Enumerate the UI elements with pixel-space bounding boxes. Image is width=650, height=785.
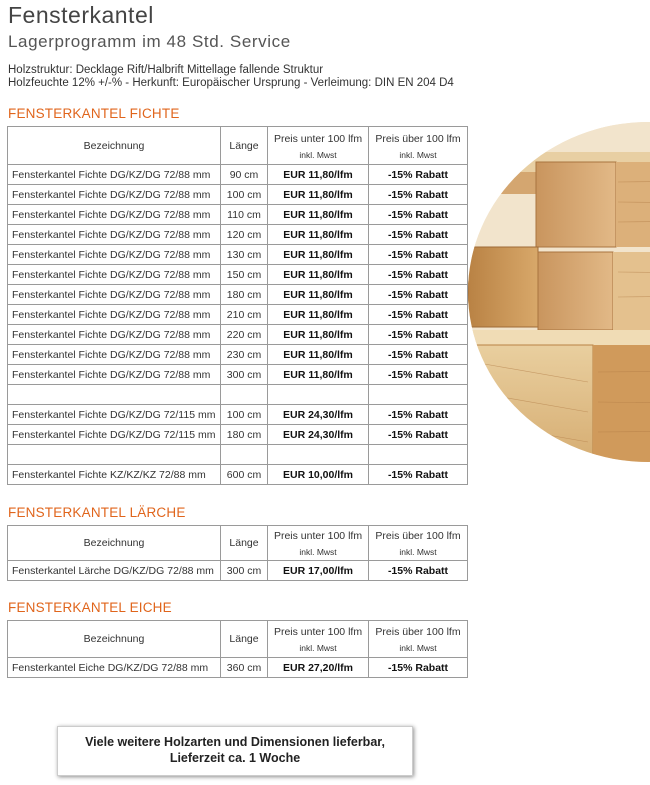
price-cell: EUR 11,80/lfm (268, 245, 369, 265)
table-row (8, 245, 468, 265)
discount-cell: -15% Rabatt (369, 325, 468, 345)
length-cell: 300 cm (221, 561, 268, 581)
header-laenge: Länge (221, 526, 268, 561)
price-cell: EUR 11,80/lfm (268, 205, 369, 225)
product-name-cell: Fensterkantel Fichte DG/KZ/DG 72/88 mm (8, 265, 221, 285)
price-cell: EUR 11,80/lfm (268, 365, 369, 385)
header-bezeichnung: Bezeichnung (8, 127, 221, 165)
discount-cell: -15% Rabatt (369, 345, 468, 365)
price-cell: EUR 11,80/lfm (268, 265, 369, 285)
header-preis-ueber-label: Preis über 100 lfm (375, 530, 461, 542)
table-header-row (8, 127, 468, 165)
product-name-cell: Fensterkantel Fichte DG/KZ/DG 72/88 mm (8, 205, 221, 225)
header-laenge: Länge (221, 127, 268, 165)
length-cell: 210 cm (221, 305, 268, 325)
price-cell: EUR 24,30/lfm (268, 405, 369, 425)
product-name-cell: Fensterkantel Fichte DG/KZ/DG 72/88 mm (8, 365, 221, 385)
discount-cell: -15% Rabatt (369, 405, 468, 425)
length-cell: 220 cm (221, 325, 268, 345)
product-name-cell: Fensterkantel Fichte DG/KZ/DG 72/115 mm (8, 405, 221, 425)
header-preis-unter-label: Preis unter 100 lfm (273, 626, 363, 638)
table-row (8, 405, 468, 425)
discount-cell: -15% Rabatt (369, 165, 468, 185)
empty-cell (221, 445, 268, 465)
table-row (8, 561, 468, 581)
header-preis-unter (268, 526, 369, 561)
empty-cell (8, 445, 221, 465)
wood-beams-illustration (468, 122, 650, 462)
table-row (8, 305, 468, 325)
header-inkl-mwst: inkl. Mwst (399, 547, 437, 557)
length-cell: 100 cm (221, 405, 268, 425)
product-info (8, 64, 454, 90)
length-cell: 180 cm (221, 285, 268, 305)
notice-line-2: Lieferzeit ca. 1 Woche (169, 751, 301, 765)
table-row (8, 205, 468, 225)
length-cell: 130 cm (221, 245, 268, 265)
product-name-cell: Fensterkantel Fichte DG/KZ/DG 72/88 mm (8, 165, 221, 185)
product-name-cell: Fensterkantel Fichte KZ/KZ/KZ 72/88 mm (8, 465, 221, 485)
discount-cell: -15% Rabatt (369, 305, 468, 325)
product-name-cell: Fensterkantel Eiche DG/KZ/DG 72/88 mm (8, 658, 221, 678)
price-cell: EUR 11,80/lfm (268, 165, 369, 185)
price-cell: EUR 10,00/lfm (268, 465, 369, 485)
empty-cell (8, 385, 221, 405)
length-cell: 90 cm (221, 165, 268, 185)
price-cell: EUR 11,80/lfm (268, 325, 369, 345)
product-name-cell: Fensterkantel Fichte DG/KZ/DG 72/88 mm (8, 185, 221, 205)
table-row (8, 345, 468, 365)
table-row (8, 185, 468, 205)
price-cell: EUR 24,30/lfm (268, 425, 369, 445)
product-name-cell: Fensterkantel Fichte DG/KZ/DG 72/88 mm (8, 305, 221, 325)
table-row (8, 165, 468, 185)
header-preis-unter-label: Preis unter 100 lfm (273, 132, 363, 145)
empty-cell (268, 445, 369, 465)
price-cell: EUR 11,80/lfm (268, 285, 369, 305)
price-cell: EUR 11,80/lfm (268, 185, 369, 205)
table-row (8, 285, 468, 305)
discount-cell: -15% Rabatt (369, 365, 468, 385)
empty-cell (221, 385, 268, 405)
wood-beams-image (468, 122, 650, 462)
table-row (8, 325, 468, 345)
notice-line-1: Viele weitere Holzarten und Dimensionen lieferbar, (85, 735, 385, 749)
discount-cell: -15% Rabatt (369, 225, 468, 245)
table-row (8, 225, 468, 245)
discount-cell: -15% Rabatt (369, 245, 468, 265)
discount-cell: -15% Rabatt (369, 185, 468, 205)
length-cell: 120 cm (221, 225, 268, 245)
page-subtitle: Lagerprogramm im 48 Std. Service (8, 32, 291, 51)
info-line-structure: Holzstruktur: Decklage Rift/Halbrift Mittellage fallende Struktur (8, 64, 324, 76)
section-title-fichte: FENSTERKANTEL FICHTE (8, 106, 180, 121)
table-row (8, 365, 468, 385)
header-laenge: Länge (221, 621, 268, 658)
availability-notice (57, 726, 413, 776)
header-preis-unter (268, 127, 369, 165)
section-title-laerche: FENSTERKANTEL LÄRCHE (8, 505, 186, 520)
price-cell: EUR 11,80/lfm (268, 345, 369, 365)
price-cell: EUR 11,80/lfm (268, 225, 369, 245)
length-cell: 230 cm (221, 345, 268, 365)
length-cell: 110 cm (221, 205, 268, 225)
product-name-cell: Fensterkantel Fichte DG/KZ/DG 72/88 mm (8, 225, 221, 245)
length-cell: 180 cm (221, 425, 268, 445)
fichte-table (7, 126, 468, 485)
empty-cell (369, 385, 468, 405)
table-row (8, 425, 468, 445)
spacer-row (8, 445, 468, 465)
header-preis-ueber-label: Preis über 100 lfm (375, 626, 461, 638)
table-row (8, 658, 468, 678)
length-cell: 360 cm (221, 658, 268, 678)
header-preis-ueber (369, 127, 468, 165)
header-bezeichnung: Bezeichnung (8, 621, 221, 658)
length-cell: 150 cm (221, 265, 268, 285)
header-preis-ueber-label: Preis über 100 lfm (375, 132, 461, 145)
discount-cell: -15% Rabatt (369, 465, 468, 485)
spacer-row (8, 385, 468, 405)
header-preis-unter (268, 621, 369, 658)
price-cell: EUR 11,80/lfm (268, 305, 369, 325)
info-line-moisture: Holzfeuchte 12% +/-% - Herkunft: Europäischer Ursprung - Verleimung: DIN EN 204 D4 (8, 77, 454, 89)
product-name-cell: Fensterkantel Fichte DG/KZ/DG 72/88 mm (8, 325, 221, 345)
eiche-table (7, 620, 468, 678)
laerche-table (7, 525, 468, 581)
product-name-cell: Fensterkantel Fichte DG/KZ/DG 72/88 mm (8, 245, 221, 265)
length-cell: 100 cm (221, 185, 268, 205)
product-name-cell: Fensterkantel Fichte DG/KZ/DG 72/115 mm (8, 425, 221, 445)
discount-cell: -15% Rabatt (369, 285, 468, 305)
discount-cell: -15% Rabatt (369, 205, 468, 225)
discount-cell: -15% Rabatt (369, 425, 468, 445)
price-cell: EUR 17,00/lfm (268, 561, 369, 581)
product-name-cell: Fensterkantel Fichte DG/KZ/DG 72/88 mm (8, 345, 221, 365)
price-cell: EUR 27,20/lfm (268, 658, 369, 678)
header-preis-ueber (369, 526, 468, 561)
section-title-eiche: FENSTERKANTEL EICHE (8, 600, 172, 615)
header-inkl-mwst: inkl. Mwst (299, 149, 337, 160)
header-inkl-mwst: inkl. Mwst (299, 547, 337, 557)
length-cell: 600 cm (221, 465, 268, 485)
discount-cell: -15% Rabatt (369, 561, 468, 581)
header-inkl-mwst: inkl. Mwst (399, 149, 437, 160)
table-row (8, 465, 468, 485)
header-preis-ueber (369, 621, 468, 658)
table-row (8, 265, 468, 285)
empty-cell (369, 445, 468, 465)
header-bezeichnung: Bezeichnung (8, 526, 221, 561)
header-inkl-mwst: inkl. Mwst (399, 643, 437, 653)
product-name-cell: Fensterkantel Lärche DG/KZ/DG 72/88 mm (8, 561, 221, 581)
table-header-row (8, 621, 468, 658)
header-inkl-mwst: inkl. Mwst (299, 643, 337, 653)
empty-cell (268, 385, 369, 405)
table-header-row (8, 526, 468, 561)
header-preis-unter-label: Preis unter 100 lfm (273, 530, 363, 542)
discount-cell: -15% Rabatt (369, 658, 468, 678)
length-cell: 300 cm (221, 365, 268, 385)
product-name-cell: Fensterkantel Fichte DG/KZ/DG 72/88 mm (8, 285, 221, 305)
page-title: Fensterkantel (8, 2, 154, 28)
discount-cell: -15% Rabatt (369, 265, 468, 285)
